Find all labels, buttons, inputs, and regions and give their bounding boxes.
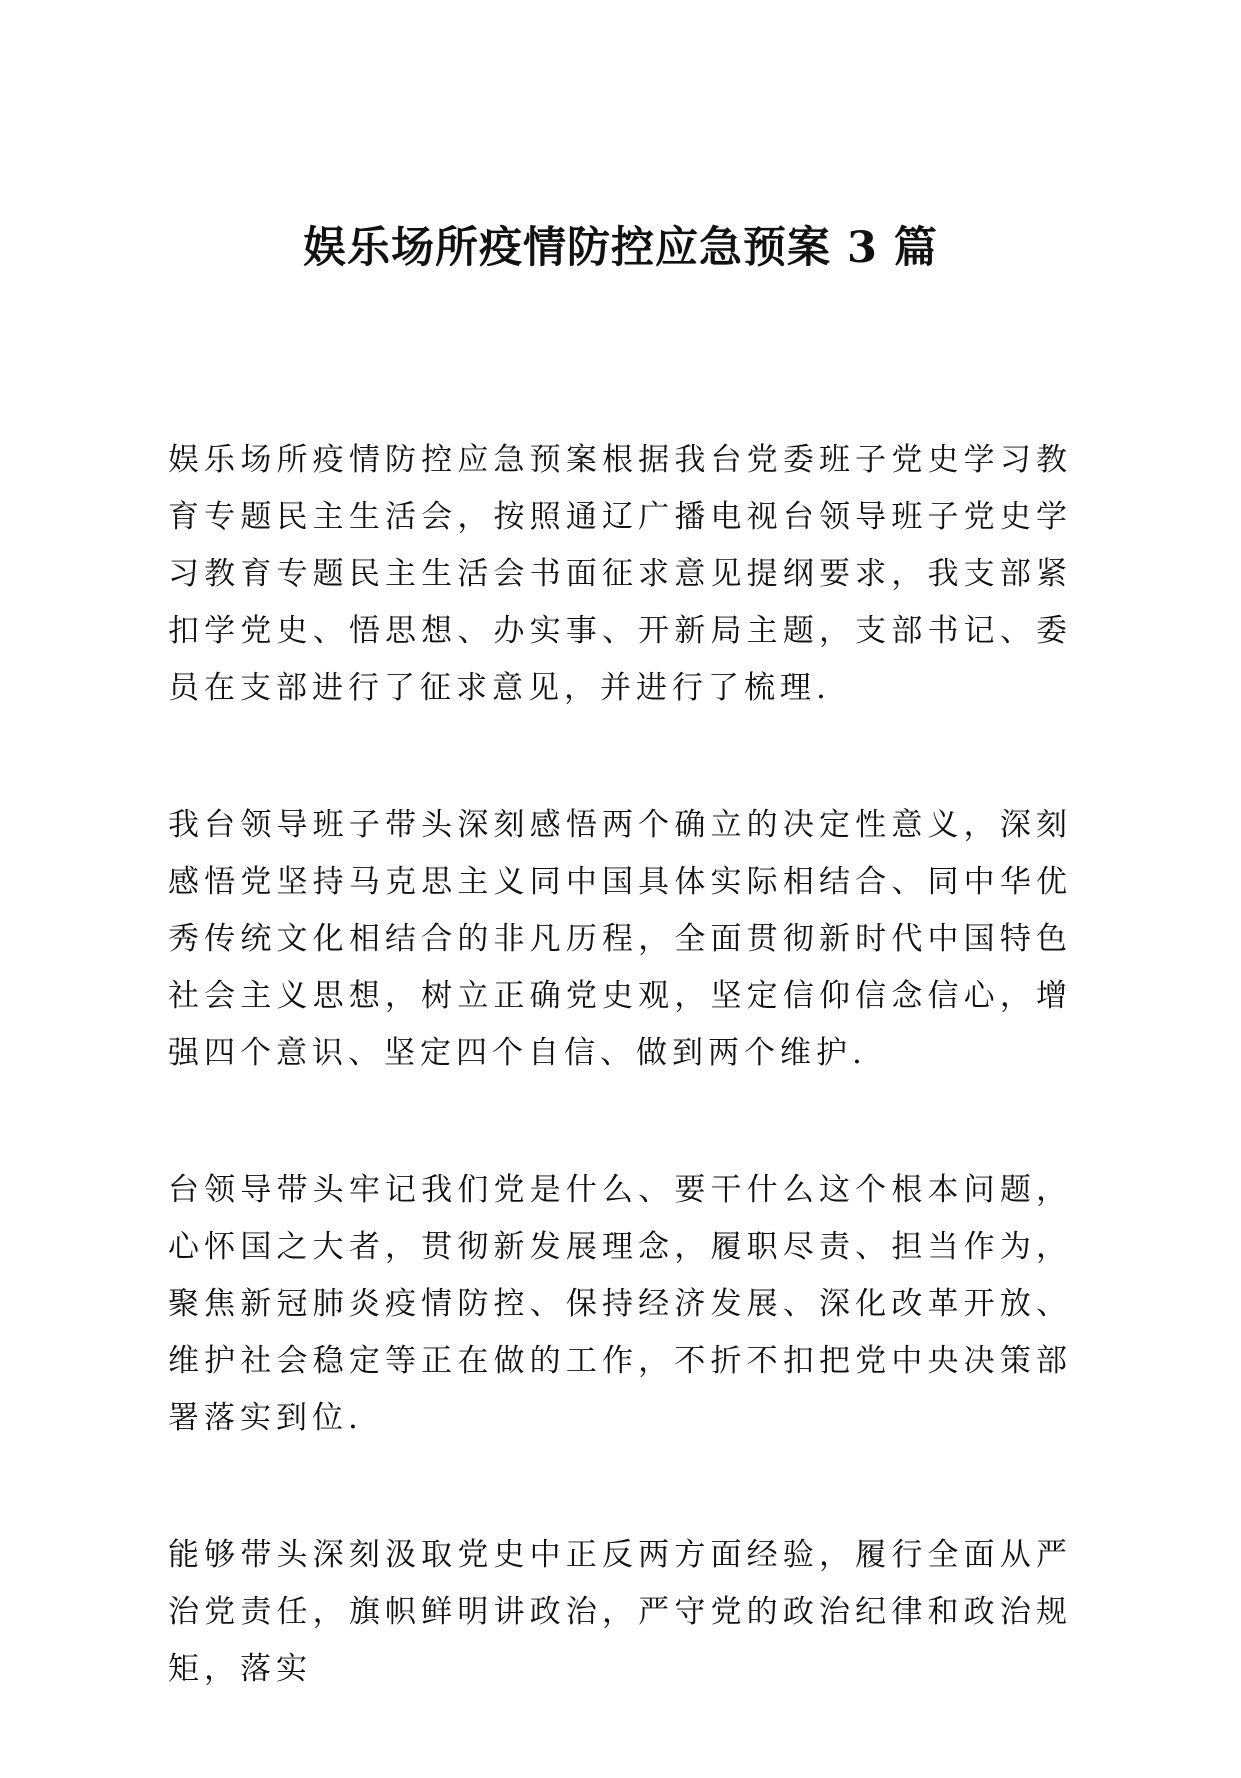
body-paragraph-3: 台领导带头牢记我们党是什么、要干什么这个根本问题，心怀国之大者，贯彻新发展理念，履职尽责、担当作为，聚焦新冠肺炎疫情防控、保持经济发展、深化改革开放、维护社会稳定等正在做的工作，不折不扣把党中央决策部署落实到位. [168,1172,1072,1436]
document-title: 娱乐场所疫情防控应急预案 3 篇 [303,223,938,273]
body-paragraph-2: 我台领导班子带头深刻感悟两个确立的决定性意义，深刻感悟党坚持马克思主义同中国具体实际相结合、同中华优秀传统文化相结合的非凡历程，全面贯彻新时代中国特色社会主义思想，树立正确党史观，坚定信仰信念信心，增强四个意识、坚定四个自信、做到两个维护. [168,807,1072,1071]
document-body [168,432,1072,1778]
body-paragraph-1: 娱乐场所疫情防控应急预案根据我台党委班子党史学习教育专题民主生活会，按照通辽广播电视台领导班子党史学习教育专题民主生活会书面征求意见提纲要求，我支部紧扣学党史、悟思想、办实事、开新局主题，支部书记、委员在支部进行了征求意见，并进行了梳理. [168,442,1072,706]
body-paragraph-4: 能够带头深刻汲取党史中正反两方面经验，履行全面从严治党责任，旗帜鲜明讲政治，严守党的政治纪律和政治规矩，落实 [168,1537,1072,1687]
